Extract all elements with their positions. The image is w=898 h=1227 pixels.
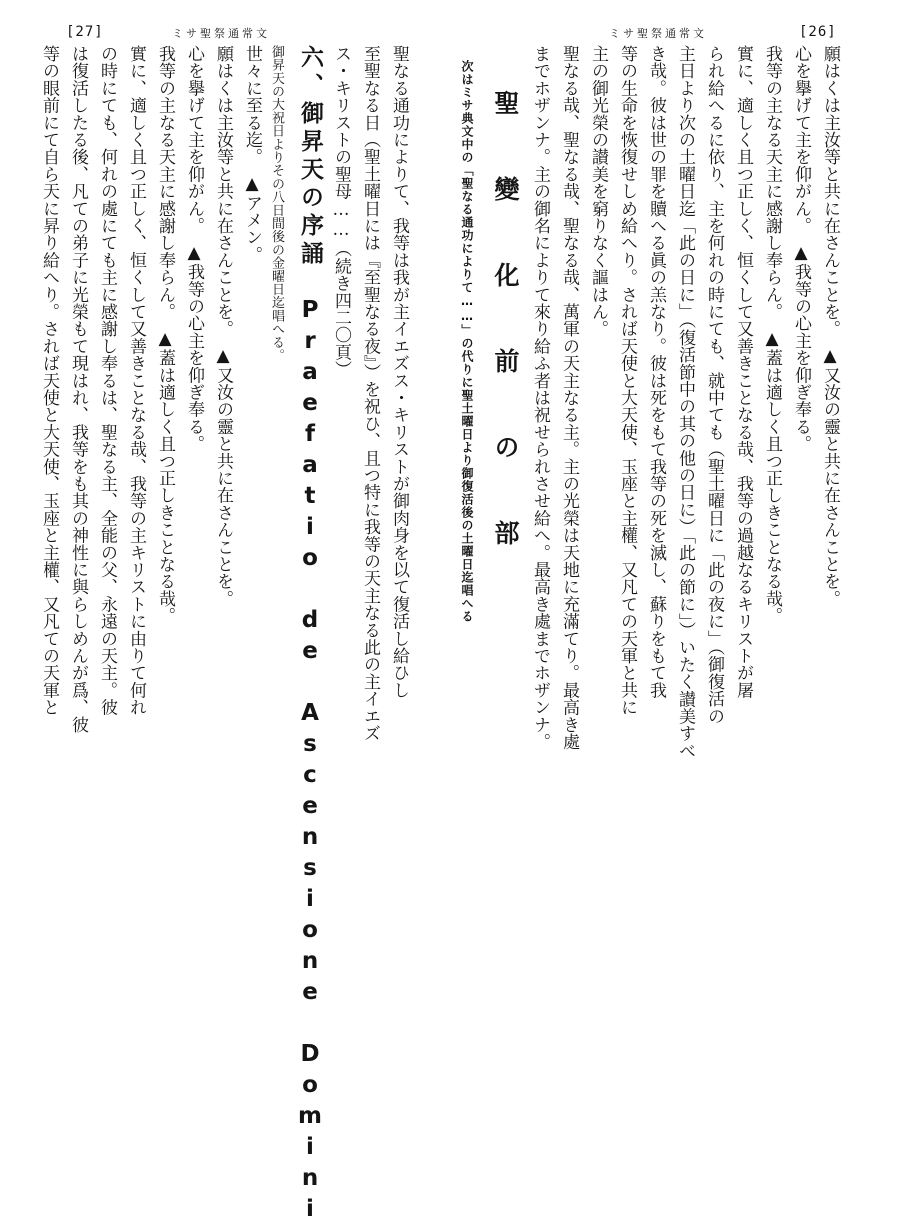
text-column: 心を擧げて主を仰がん。 ▲我等の心主を仰ぎ奉る。 xyxy=(184,45,204,453)
text-column: 實に、適しく且つ正しく、恒くして又善きことなる哉、我等の主キリストに由りて何れ xyxy=(126,45,146,716)
text-column: 世々に至る迄。 ▲アメン。 xyxy=(242,45,262,264)
text-column: の時にても、何れの處にても主に感謝し奉るは、聖なる主、全能の父、永遠の天主。彼 xyxy=(97,45,117,716)
right-page xyxy=(449,0,898,760)
text-column: 心を擧げて主を仰がん。 ▲我等の心主を仰ぎ奉る。 xyxy=(791,45,811,453)
text-column: 願はくは主汝等と共に在さんことを。 ▲又汝の靈と共に在さんことを。 xyxy=(213,45,233,608)
running-head: ミサ聖祭通常文 xyxy=(609,27,707,40)
text-column: 願はくは主汝等と共に在さんことを。 ▲又汝の靈と共に在さんことを。 xyxy=(820,45,840,608)
section-heading xyxy=(297,45,323,1227)
text-column: 至聖なる日（聖土曜日には『至聖なる夜』）を祝ひ、且つ特に我等の天主なる此の主イエズ xyxy=(360,45,380,742)
text-column: 等の生命を恢復せしめ給へり。されば天使と大天使、玉座と主權、又凡ての天軍と共に xyxy=(617,45,637,716)
text-column: 我等の主なる天主に感謝し奉らん。 ▲蓋は適しく且つ正しきことなる哉。 xyxy=(762,45,782,625)
text-column: 我等の主なる天主に感謝し奉らん。 ▲蓋は適しく且つ正しきことなる哉。 xyxy=(155,45,175,625)
page-number: [27] xyxy=(66,24,104,40)
part-title: 聖 變 化 前 の 部 xyxy=(491,90,520,563)
rubric-note: 次はミサ典文中の「聖なる通功によりて……」の代りに聖土曜日より御復活後の土曜日迄唱へる xyxy=(460,60,474,623)
text-column: ス・キリストの聖母……（続き四二〇頁） xyxy=(331,45,351,378)
section-heading-ja: 六、御昇天の序誦 Praefatio de Ascensione Domini xyxy=(297,45,323,1227)
text-column: られ給へるに依り、主を何れの時にても、就中ても（聖土曜日に「此の夜に」（御復活の xyxy=(704,45,724,725)
text-column: までホザンナ。主の御名によりて來り給ふ者は祝せられさせ給へ。最高き處までホザンナ。 xyxy=(530,45,550,751)
text-column: 主日より次の土曜日迄「此の日に」（復活節中の其の他の日に）「此の節に」）いたく讃美すべ xyxy=(675,45,695,760)
page-number: [26] xyxy=(799,24,837,40)
text-column: 實に、適しく且つ正しく、恒くして又善きことなる哉、我等の過越なるキリストが屠 xyxy=(733,45,753,699)
rubric-note: 御昇天の大祝日よりその八日間後の金曜日迄唱へる。 xyxy=(269,45,284,362)
text-column: 聖なる哉、聖なる哉、聖なる哉、萬軍の天主なる主。主の光榮は天地に充滿てり。最高き處 xyxy=(559,45,579,751)
running-head: ミサ聖祭通常文 xyxy=(172,27,270,40)
text-column: は復活したる後、凡ての弟子に光榮もて現はれ、我等をも其の神性に與らしめんが爲、彼 xyxy=(68,45,88,733)
text-column: 等の眼前にて自ら天に昇り給へり。されば天使と大天使、玉座と主權、又凡ての天軍と xyxy=(39,45,59,716)
text-column: 主の御光榮の讃美を窮りなく謳はん。 xyxy=(588,45,608,338)
text-column: 聖なる通功によりて、我等は我が主イエズス・キリストが御肉身を以て復活し給ひし xyxy=(389,45,409,699)
text-column: き哉。彼は世の罪を贖へる眞の羔なり。彼は死をもて我等の死を滅し、蘇りをもて我 xyxy=(646,45,666,699)
